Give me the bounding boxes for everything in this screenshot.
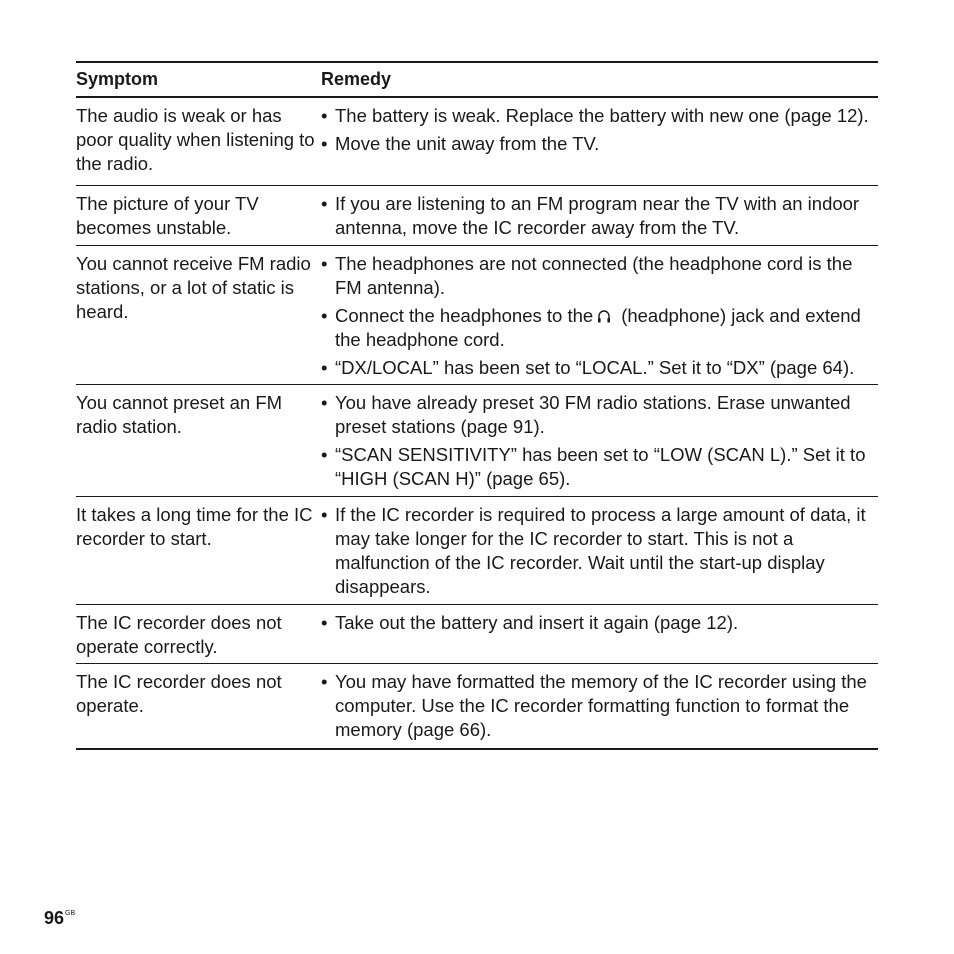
- remedy-item: [321, 443, 878, 491]
- remedy-text: The battery is weak. Replace the battery with new one (page 12).: [335, 105, 869, 126]
- remedy-item: [321, 304, 878, 352]
- bullet: •: [321, 305, 328, 326]
- remedy-list: [321, 391, 878, 490]
- remedy-text: “SCAN SENSITIVITY” has been set to “LOW (SCAN L).” Set it to “HIGH (SCAN H)” (page 65).: [335, 444, 866, 489]
- bullet: •: [321, 392, 328, 413]
- bullet: •: [321, 612, 328, 633]
- remedy-item: [321, 611, 878, 635]
- table-row: [76, 98, 878, 186]
- symptom-column-header: Symptom: [76, 69, 159, 89]
- remedy-item: [321, 670, 878, 742]
- troubleshooting-table: [76, 61, 878, 750]
- remedy-list: [321, 611, 878, 657]
- remedy-item: [321, 104, 878, 128]
- bullet: •: [321, 444, 328, 465]
- bullet: •: [321, 193, 328, 214]
- page-number: [44, 908, 75, 929]
- remedy-column-header: Remedy: [321, 69, 392, 89]
- remedy-item: [321, 132, 878, 156]
- remedy-text: The headphones are not connected (the headphone cord is the FM antenna).: [335, 253, 853, 298]
- remedy-text: If you are listening to an FM program near the TV with an indoor antenna, move the IC recorder away from the TV.: [335, 193, 860, 238]
- table-row: [76, 186, 878, 246]
- remedy-text: Move the unit away from the TV.: [335, 133, 600, 154]
- remedy-text: If the IC recorder is required to process a large amount of data, it may take longer for the IC recorder to start. This is not a malfunction of the IC recorder. Wait until the start-up display disappears.: [335, 504, 866, 597]
- bullet: •: [321, 504, 328, 525]
- table-row: [76, 385, 878, 497]
- bullet: •: [321, 133, 328, 154]
- bullet: •: [321, 253, 328, 274]
- symptom-cell: You cannot receive FM radio stations, or a lot of static is heard.: [76, 253, 311, 322]
- remedy-list: [321, 104, 878, 179]
- remedy-item: [321, 252, 878, 300]
- table-row: [76, 605, 878, 664]
- region-code: GB: [65, 910, 76, 917]
- remedy-text: You have already preset 30 FM radio stations. Erase unwanted preset stations (page 91).: [335, 392, 851, 437]
- remedy-list: [321, 503, 878, 598]
- remedy-text: You may have formatted the memory of the IC recorder using the computer. Use the IC recorder formatting function to format the memory (page 66).: [335, 671, 867, 740]
- remedy-list: [321, 670, 878, 742]
- remedy-item: [321, 192, 878, 240]
- remedy-text: “DX/LOCAL” has been set to “LOCAL.” Set it to “DX” (page 64).: [335, 357, 855, 378]
- symptom-cell: The IC recorder does not operate.: [76, 671, 282, 716]
- bullet: •: [321, 357, 328, 378]
- remedy-text: Connect the headphones to the: [335, 305, 594, 326]
- symptom-cell: The IC recorder does not operate correctly.: [76, 612, 282, 657]
- table-row: [76, 246, 878, 385]
- remedy-text: Take out the battery and insert it again (page 12).: [335, 612, 739, 633]
- remedy-item: [321, 356, 878, 380]
- symptom-cell: The audio is weak or has poor quality when listening to the radio.: [76, 105, 315, 174]
- symptom-cell: The picture of your TV becomes unstable.: [76, 193, 259, 238]
- headphone-icon: [597, 308, 611, 324]
- table-header: [76, 63, 878, 98]
- table-row: [76, 664, 878, 748]
- remedy-item: [321, 503, 878, 599]
- remedy-item: [321, 391, 878, 439]
- table-row: [76, 497, 878, 605]
- remedy-text: (headphone) jack and extend the headphone cord.: [335, 305, 861, 350]
- remedy-list: [321, 252, 878, 378]
- bullet: •: [321, 105, 328, 126]
- bullet: •: [321, 671, 328, 692]
- remedy-list: [321, 192, 878, 239]
- page-number-value: 96: [44, 908, 65, 928]
- symptom-cell: You cannot preset an FM radio station.: [76, 392, 283, 437]
- symptom-cell: It takes a long time for the IC recorder to start.: [76, 504, 313, 549]
